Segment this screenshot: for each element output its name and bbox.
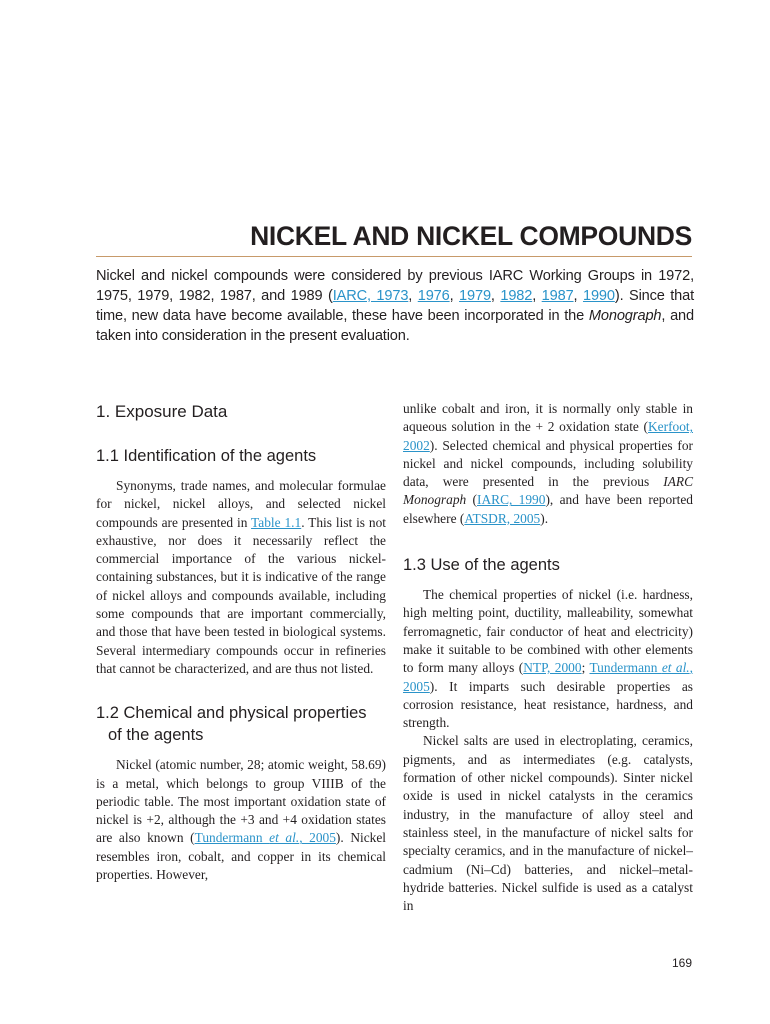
title-rule	[96, 256, 692, 257]
body-paragraph-continued: unlike cobalt and iron, it is normally only stable in aqueous solution in the + 2 oxidation state (Kerfoot, 2002). Selected chemical and physical properties for nickel and nickel compounds, including solubility data, were presented in the previous IARC Monograph (IARC, 1990), and have been reported elsewhere (ATSDR, 2005).	[403, 401, 693, 526]
citation-link[interactable]: Tundermann et al., 2005	[194, 830, 336, 846]
emphasis: Monograph	[588, 308, 662, 324]
citation-link[interactable]: 1979	[459, 288, 491, 304]
citation-link[interactable]: IARC, 1990	[477, 492, 546, 508]
intro-text: , and taken into consideration in the present evaluation.	[96, 308, 694, 344]
page-title: NICKEL AND NICKEL COMPOUNDS	[250, 221, 692, 251]
citation-link[interactable]: 1982	[500, 288, 533, 304]
body-paragraph: Nickel (atomic number, 28; atomic weight, 58.69) is a metal, which belongs to group VIIIB of the periodic table. The most important oxidation state of nickel is +2, although the +3 and +4 oxidation states are also known (Tundermann et al., 2005). Nickel resembles iron, cobalt, and copper in its chemical properties. However,	[96, 757, 386, 883]
section-heading-exposure-data: 1. Exposure Data	[96, 402, 228, 421]
citation-link[interactable]: 1987	[541, 288, 574, 304]
table-link[interactable]: Table 1.1	[251, 514, 302, 530]
citation-link[interactable]: 1990	[582, 288, 615, 304]
intro-paragraph: Nickel and nickel compounds were considered by previous IARC Working Groups in 1972, 1975, 1979, 1982, 1987, and 1989 (IARC, 1973, 1976, 1979, 1982, 1987, 1990). Since that time, new data have become available, these have been incorporated in the Monograph, and taken into consideration in the present evaluation.	[96, 268, 695, 344]
citation-link[interactable]: ATSDR, 2005	[464, 510, 541, 526]
emphasis: IARC Monograph	[403, 474, 693, 508]
body-paragraph: Synonyms, trade names, and molecular formulae for nickel, nickel alloys, and selected nickel compounds are presented in Table 1.1. This list is not exhaustive, nor does it necessarily reflect the commercial importance of the various nickel-containing substances, but it is indicative of the range of nickel alloys and compounds available, including some compounds that are important commercially, and those that have been tested in biological systems. Several intermediary compounds occur in refineries that cannot be characterized, and are thus not listed.	[96, 478, 386, 676]
body-paragraph: The chemical properties of nickel (i.e. hardness, high melting point, ductility, malleability, somewhat ferromagnetic, fair conductor of heat and electricity) make it suitable to be combined with other elements to form many alloys (NTP, 2000; Tundermann et al., 2005). It imparts such desirable properties as corrosion resistance, heat resistance, hardness, and strength.	[403, 587, 694, 731]
citation-link[interactable]: NTP, 2000	[523, 660, 582, 676]
subsection-heading-chemical-properties: 1.2 Chemical and physical properties of the agents	[96, 704, 367, 745]
intro-text: ). Since that time, new data have become available, these have been incorporated in the	[96, 288, 695, 324]
subsection-heading-identification: 1.1 Identification of the agents	[96, 447, 317, 465]
citation-link[interactable]: Kerfoot, 2002	[403, 419, 693, 453]
intro-text: Nickel and nickel compounds were considered by previous IARC Working Groups in 1972, 1975, 1979, 1982, 1987, and 1989 (	[96, 268, 694, 304]
subsection-heading-use: 1.3 Use of the agents	[403, 556, 560, 575]
citation-link[interactable]: 1976	[417, 288, 450, 304]
left-column	[96, 400, 386, 884]
citation-link[interactable]: IARC, 1973	[332, 288, 409, 304]
page-number: 169	[671, 956, 692, 970]
right-column	[403, 400, 693, 915]
body-paragraph: Nickel salts are used in electroplating, ceramics, pigments, and as intermediates (e.g. catalysts, formation of other nickel compounds). Sinter nickel oxide is used in nickel catalysts in the ceramics industry, in the manufacture of alloy steel and stainless steel, in the manufacture of nickel salts for specialty ceramics, and in the manufacture of nickel–cadmium (Ni–Cd) batteries, and nickel–metal-hydride batteries. Nickel sulfide is used as a catalyst in	[403, 733, 693, 914]
citation-link[interactable]: Tundermann et al., 2005	[403, 660, 694, 694]
